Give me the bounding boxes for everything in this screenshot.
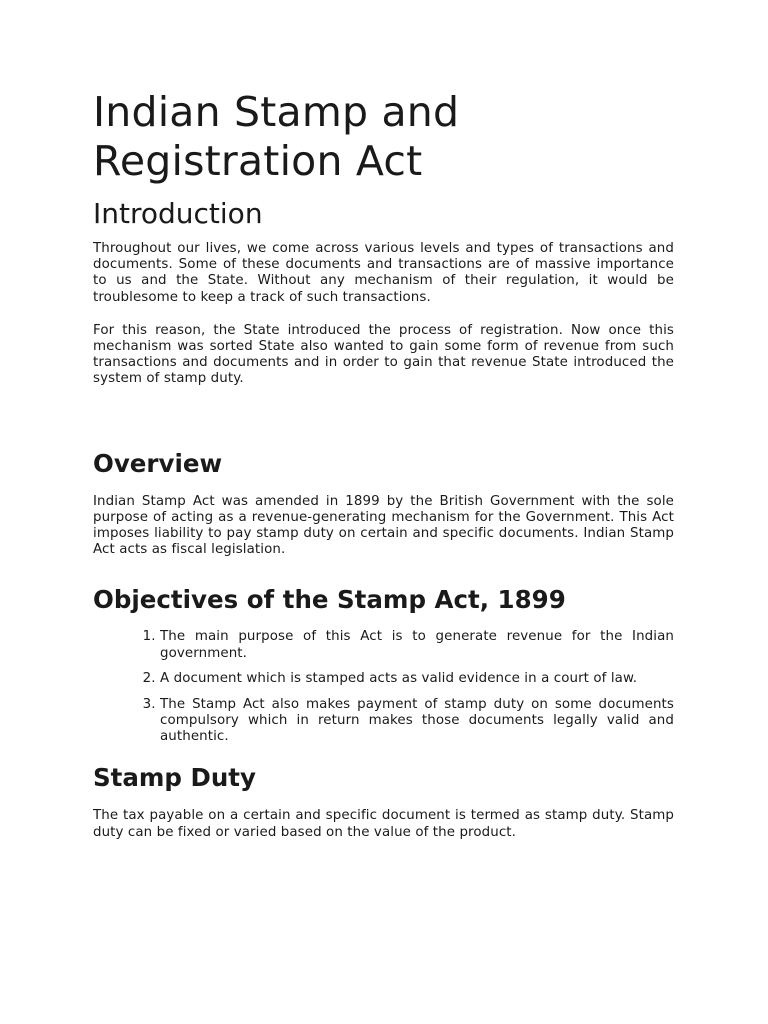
overview-paragraph: Indian Stamp Act was amended in 1899 by the British Government with the sole purpose of acting as a revenue-generating mechanism for the Government. This Act imposes liability to pay stamp duty on certain and specific documents. Indian Stamp Act acts as fiscal legislation.	[93, 493, 674, 558]
intro-paragraph-2: For this reason, the State introduced the process of registration. Now once this mechanism was sorted State also wanted to gain some form of revenue from such transactions and documents and in order to gain that revenue State introduced the system of stamp duty.	[93, 322, 674, 387]
objectives-heading: Objectives of the Stamp Act, 1899	[93, 585, 566, 615]
objective-item-2: 2. A document which is stamped acts as valid evidence in a court of law.	[160, 671, 674, 687]
introduction-heading: Introduction	[93, 197, 263, 230]
objective-item-3: 3. The Stamp Act also makes payment of stamp duty on some documents compulsory which in return makes those documents legally valid and authentic.	[160, 697, 674, 746]
document-title: Indian Stamp and Registration Act	[93, 88, 460, 185]
objectives-list	[93, 629, 674, 745]
overview-heading: Overview	[93, 448, 223, 478]
stamp-duty-heading: Stamp Duty	[93, 763, 256, 793]
stamp-duty-paragraph: The tax payable on a certain and specific document is termed as stamp duty. Stamp duty can be fixed or varied based on the value of the product.	[93, 808, 674, 840]
intro-paragraph-1: Throughout our lives, we come across various levels and types of transactions and documents. Some of these documents and transactions are of massive importance to us and the State. Without any mechanism of their regulation, it would be troublesome to keep a track of such transactions.	[93, 241, 674, 305]
objective-item-1: 1. The main purpose of this Act is to generate revenue for the Indian government.	[160, 629, 674, 661]
